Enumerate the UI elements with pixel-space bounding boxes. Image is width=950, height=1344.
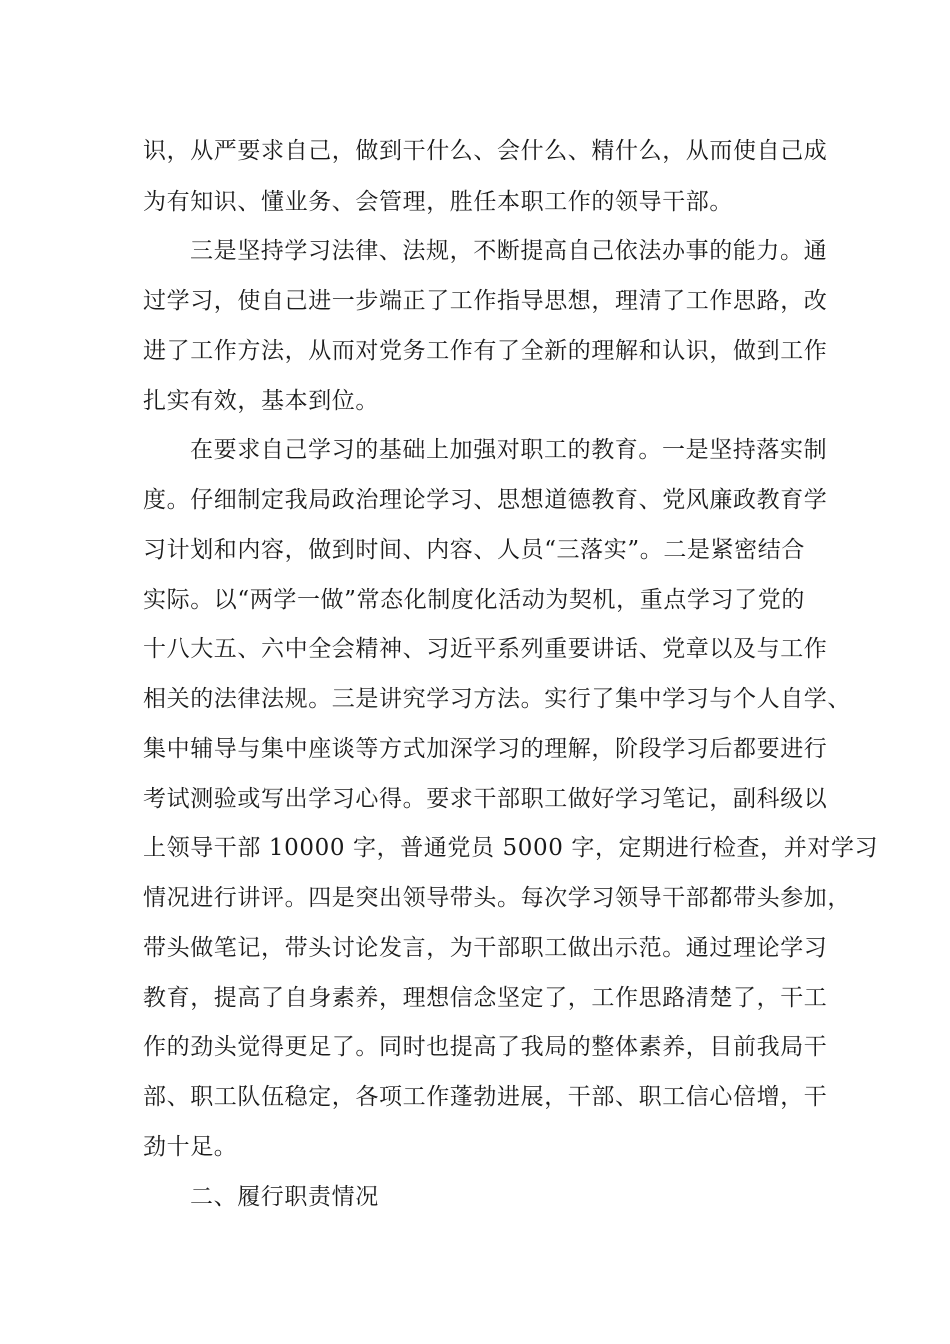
text-line: 度。仔细制定我局政治理论学习、思想道德教育、党风廉政教育学 — [143, 487, 828, 513]
text-line: 教育，提高了自身素养，理想信念坚定了，工作思路清楚了，干工 — [143, 985, 828, 1011]
text-line: 上领导干部 10000 字，普通党员 5000 字，定期进行检查，并对学习 — [143, 835, 879, 861]
text-line: 实际。以“两学一做”常态化制度化活动为契机，重点学习了党的 — [143, 587, 805, 613]
text-line: 识，从严要求自己，做到干什么、会什么、精什么，从而使自己成 — [143, 138, 828, 164]
text-line: 进了工作方法，从而对党务工作有了全新的理解和认识，做到工作 — [143, 338, 828, 364]
text-line: 十八大五、六中全会精神、习近平系列重要讲话、党章以及与工作 — [143, 636, 828, 662]
text-line: 扎实有效，基本到位。 — [143, 388, 379, 414]
text-line: 相关的法律法规。三是讲究学习方法。实行了集中学习与个人自学、 — [143, 686, 851, 712]
text-line: 情况进行讲评。四是突出领导带头。每次学习领导干部都带头参加， — [143, 885, 851, 911]
text-line: 习计划和内容，做到时间、内容、人员“三落实”。二是紧密结合 — [143, 537, 805, 563]
text-line: 考试测验或写出学习心得。要求干部职工做好学习笔记，副科级以 — [143, 786, 828, 812]
text-line: 作的劲头觉得更足了。同时也提高了我局的整体素养，目前我局干 — [143, 1034, 828, 1060]
paragraph-start-line: 在要求自己学习的基础上加强对职工的教育。一是坚持落实制 — [190, 437, 828, 463]
text-line: 为有知识、懂业务、会管理，胜任本职工作的领导干部。 — [143, 189, 733, 215]
text-line: 集中辅导与集中座谈等方式加深学习的理解，阶段学习后都要进行 — [143, 736, 828, 762]
paragraph-start-line: 三是坚持学习法律、法规，不断提高自己依法办事的能力。通 — [190, 238, 828, 264]
text-line: 过学习，使自己进一步端正了工作指导思想，理清了工作思路，改 — [143, 288, 828, 314]
text-line: 劲十足。 — [143, 1134, 238, 1160]
text-line: 带头做笔记，带头讨论发言，为干部职工做出示范。通过理论学习 — [143, 935, 828, 961]
section-heading: 二、履行职责情况 — [190, 1184, 379, 1210]
text-line: 部、职工队伍稳定，各项工作蓬勃进展，干部、职工信心倍增，干 — [143, 1084, 828, 1110]
